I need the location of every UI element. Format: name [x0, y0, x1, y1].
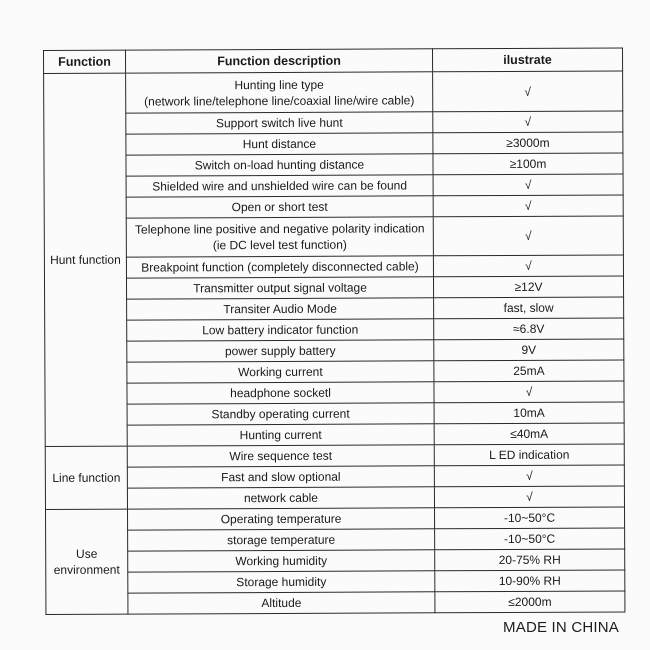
description-cell	[127, 382, 434, 404]
description-cell	[128, 529, 435, 551]
table-row	[45, 339, 624, 363]
value-cell: fast, slow	[434, 297, 624, 319]
table-row	[44, 216, 623, 258]
header-description: Function description	[126, 49, 433, 73]
made-in-label: MADE IN CHINA	[503, 619, 619, 636]
table-row	[44, 255, 623, 279]
description-text: Operating temperature	[220, 511, 342, 527]
description-text: (network line/telephone line/coaxial line/wire cable)	[144, 92, 415, 109]
value-cell: L ED indication	[434, 444, 624, 466]
spec-body	[44, 71, 625, 615]
description-cell	[126, 72, 433, 113]
description-text: Transiter Audio Mode	[223, 301, 337, 317]
description-cell	[127, 466, 434, 488]
description-text: Open or short test	[231, 199, 328, 215]
description-cell	[128, 508, 435, 530]
description-cell	[127, 424, 434, 446]
table-row	[44, 71, 623, 114]
table-row	[44, 111, 623, 135]
group-label-use-environment: Use environment	[46, 509, 128, 614]
header-row	[44, 48, 623, 74]
value-cell: 20-75% RH	[435, 549, 625, 571]
table-row	[45, 423, 624, 447]
description-text: Hunting current	[239, 427, 322, 443]
check-mark-icon: √	[433, 195, 623, 217]
value-cell: 10-90% RH	[435, 570, 625, 592]
check-mark-icon: √	[434, 381, 624, 403]
header-illustrate: ilustrate	[432, 48, 622, 72]
description-cell	[126, 256, 433, 278]
description-cell	[126, 133, 433, 155]
description-text: network cable	[243, 490, 319, 506]
description-cell	[127, 298, 434, 320]
spec-table	[43, 47, 625, 615]
table-row	[44, 276, 623, 300]
value-cell: ≥3000m	[433, 132, 623, 154]
table-row	[44, 153, 623, 177]
table-row	[45, 381, 624, 405]
header-function: Function	[44, 50, 126, 73]
description-cell	[127, 361, 434, 383]
description-text: storage temperature	[227, 532, 336, 548]
check-mark-icon: √	[433, 255, 623, 277]
description-text: Shielded wire and unshielded wire can be found	[152, 178, 408, 194]
description-text: headphone socketl	[230, 385, 331, 401]
description-text: Hunting line type	[234, 77, 324, 92]
check-mark-icon: √	[433, 111, 623, 133]
table-row	[46, 507, 625, 531]
description-cell	[126, 175, 433, 197]
description-cell	[127, 445, 434, 467]
description-text: Standby operating current	[211, 406, 350, 422]
description-text: Hunt distance	[242, 136, 317, 152]
value-cell: 25mA	[434, 360, 624, 382]
description-text: Working humidity	[235, 553, 328, 569]
table-row	[46, 528, 625, 552]
description-cell	[126, 196, 433, 218]
description-cell	[127, 403, 434, 425]
value-cell: -10~50°C	[435, 528, 625, 550]
table-row	[45, 486, 624, 510]
check-mark-icon: √	[433, 174, 623, 196]
value-cell: 9V	[434, 339, 624, 361]
description-text: Altitude	[261, 595, 302, 611]
description-text: Low battery indicator function	[202, 322, 359, 338]
description-cell	[127, 319, 434, 341]
value-cell: ≥12V	[433, 276, 623, 298]
description-text: (ie DC level test function)	[212, 237, 347, 253]
table-row	[44, 195, 623, 219]
group-label-line-function: Line function	[45, 446, 127, 509]
description-cell	[128, 571, 435, 593]
check-mark-icon: √	[433, 71, 623, 112]
table-row	[45, 318, 624, 342]
table-row	[45, 402, 624, 426]
description-cell	[126, 154, 433, 176]
description-cell	[127, 487, 434, 509]
table-row	[46, 591, 625, 615]
description-cell	[126, 112, 433, 134]
description-text: Telephone line positive and negative polarity indication	[134, 221, 425, 237]
value-cell: ≥100m	[433, 153, 623, 175]
description-text: Wire sequence test	[229, 448, 333, 464]
table-row	[45, 360, 624, 384]
description-text: Fast and slow optional	[221, 469, 341, 485]
description-cell	[126, 277, 433, 299]
table-row	[45, 297, 624, 321]
description-cell	[128, 592, 435, 614]
table-row	[46, 570, 625, 594]
description-text: power supply battery	[224, 343, 336, 359]
table-row	[44, 132, 623, 156]
table-row	[45, 444, 624, 468]
value-cell: 10mA	[434, 402, 624, 424]
check-mark-icon: √	[434, 465, 624, 487]
table-row	[46, 549, 625, 573]
value-cell: ≤40mA	[434, 423, 624, 445]
description-text: Breakpoint function (completely disconnected cable)	[141, 259, 419, 275]
description-text: Working current	[238, 364, 323, 380]
check-mark-icon: √	[433, 216, 623, 256]
description-text: Support switch live hunt	[215, 115, 343, 131]
table-row	[45, 465, 624, 489]
group-label-hunt-function: Hunt function	[44, 73, 128, 446]
description-cell	[127, 340, 434, 362]
description-cell	[126, 217, 433, 257]
description-text: Transmitter output signal voltage	[193, 280, 367, 296]
value-cell: -10~50°C	[435, 507, 625, 529]
description-text: Switch on-load hunting distance	[194, 157, 365, 173]
value-cell: ≈6.8V	[434, 318, 624, 340]
value-cell: ≤2000m	[435, 591, 625, 613]
description-text: Storage humidity	[236, 574, 327, 590]
check-mark-icon: √	[434, 486, 624, 508]
table-row	[44, 174, 623, 198]
description-cell	[128, 550, 435, 572]
